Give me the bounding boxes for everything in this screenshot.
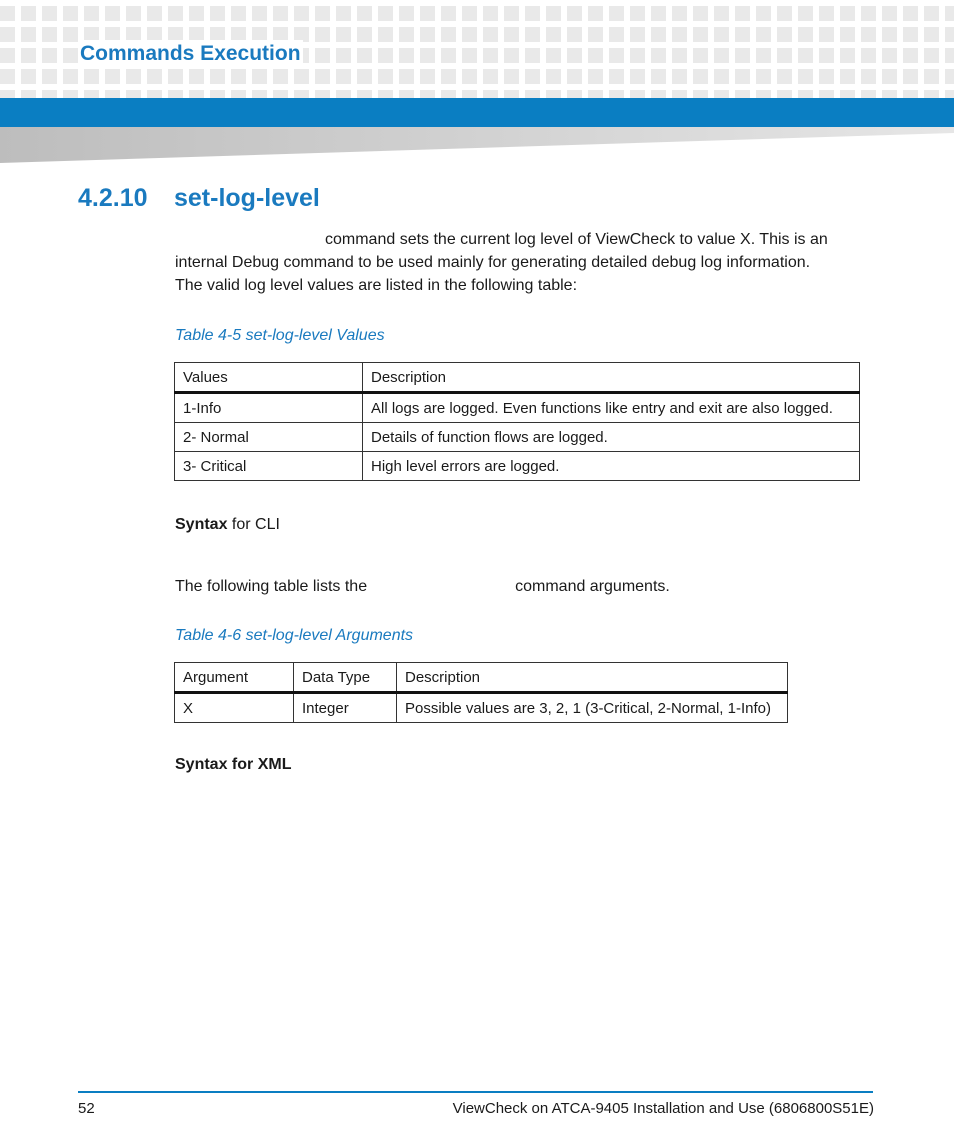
section-title: set-log-level bbox=[174, 184, 320, 212]
table-header-row bbox=[175, 663, 788, 693]
table-header-cell: Values bbox=[175, 363, 363, 393]
table-row bbox=[175, 393, 860, 423]
table-cell: Integer bbox=[294, 693, 397, 723]
intro-line-2: internal Debug command to be used mainly for generating detailed debug log information. bbox=[175, 254, 811, 271]
table-cell: High level errors are logged. bbox=[363, 452, 860, 481]
table-cell: 3- Critical bbox=[175, 452, 363, 481]
footer-rule bbox=[78, 1091, 873, 1093]
table-row bbox=[175, 452, 860, 481]
arguments-table bbox=[174, 662, 788, 723]
table-cell: Possible values are 3, 2, 1 (3-Critical, 2-Normal, 1-Info) bbox=[397, 693, 788, 723]
args-intro-after: command arguments. bbox=[515, 578, 670, 595]
header-gray-wedge bbox=[0, 127, 954, 163]
args-intro bbox=[175, 575, 865, 598]
table-header-cell: Data Type bbox=[294, 663, 397, 693]
table-header-cell: Description bbox=[363, 363, 860, 393]
intro-line-1: command sets the current log level of ViewCheck to value X. This is an bbox=[325, 231, 828, 248]
section-heading bbox=[78, 182, 320, 214]
table-header-row bbox=[175, 363, 860, 393]
intro-line-3: The valid log level values are listed in the following table: bbox=[175, 277, 578, 294]
footer-doc-title: ViewCheck on ATCA-9405 Installation and Use (6806800S51E) bbox=[452, 1100, 874, 1117]
syntax-cli-label: Syntax for CLI bbox=[175, 516, 280, 533]
table-header-cell: Argument bbox=[175, 663, 294, 693]
header-blue-band bbox=[0, 98, 954, 127]
table1-caption: Table 4-5 set-log-level Values bbox=[175, 327, 385, 344]
page-number: 52 bbox=[78, 1100, 95, 1117]
table-cell: Details of function flows are logged. bbox=[363, 423, 860, 452]
table-cell: X bbox=[175, 693, 294, 723]
args-intro-before: The following table lists the bbox=[175, 578, 368, 595]
table-cell: 2- Normal bbox=[175, 423, 363, 452]
intro-paragraph bbox=[175, 228, 865, 297]
syntax-xml-label: Syntax for XML bbox=[175, 756, 292, 773]
table2-caption: Table 4-6 set-log-level Arguments bbox=[175, 627, 414, 644]
chapter-title: Commands Execution bbox=[78, 40, 303, 68]
table-row bbox=[175, 693, 788, 723]
section-number: 4.2.10 bbox=[78, 184, 148, 212]
table-cell: 1-Info bbox=[175, 393, 363, 423]
table-cell: All logs are logged. Even functions like entry and exit are also logged. bbox=[363, 393, 860, 423]
values-table bbox=[174, 362, 860, 481]
table-header-cell: Description bbox=[397, 663, 788, 693]
table-row bbox=[175, 423, 860, 452]
